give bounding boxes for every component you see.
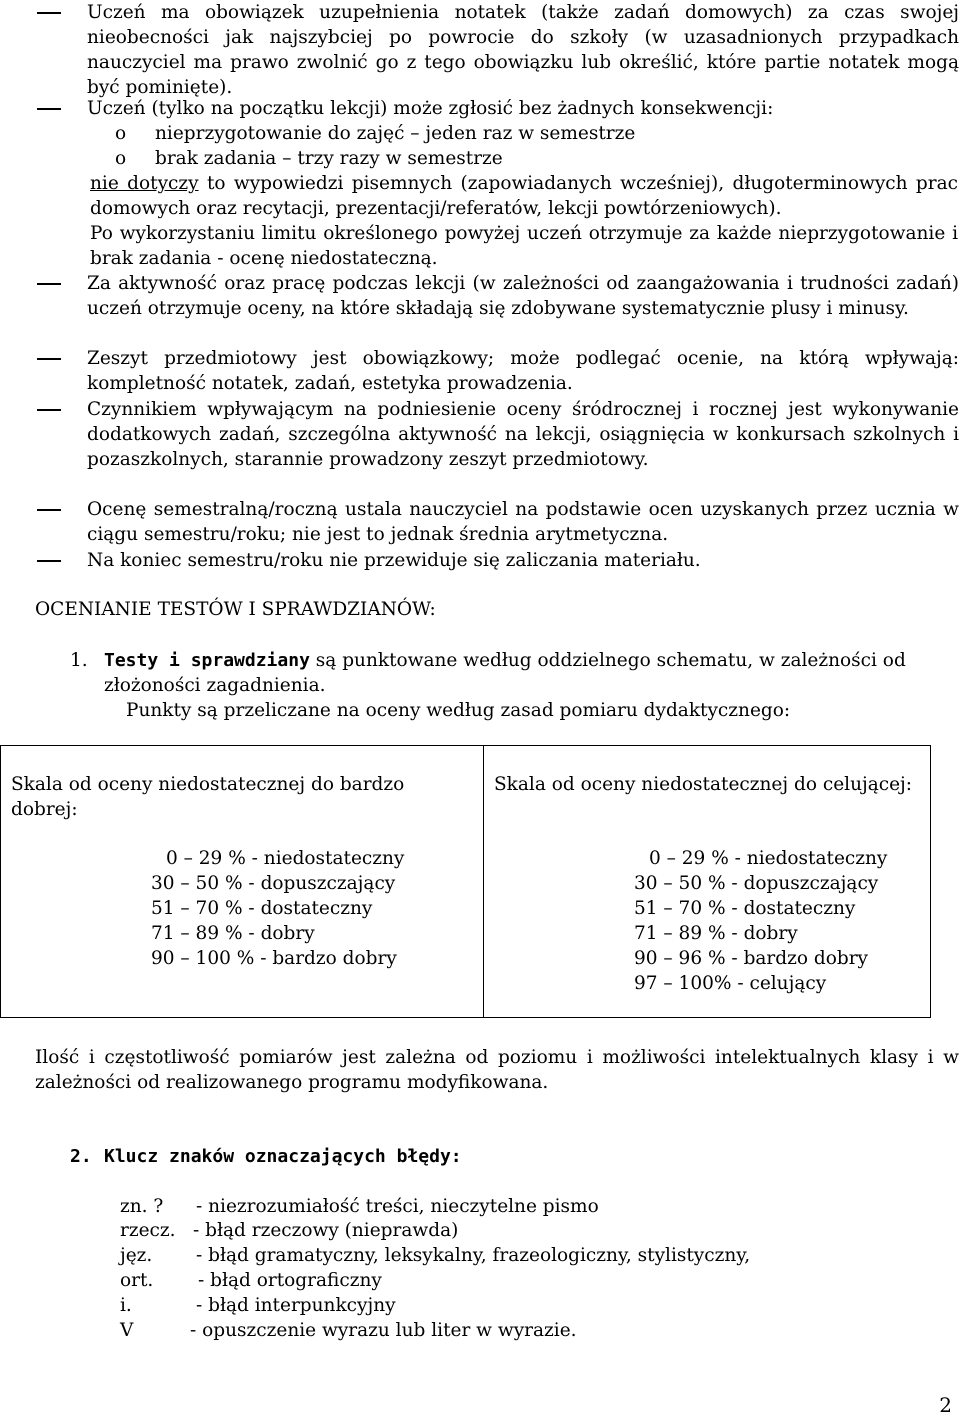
sub-item [90, 146, 950, 171]
scale-rows [151, 846, 404, 971]
scale-rows [634, 846, 887, 996]
points-conversion-line: Punkty są przeliczane na oceny według zasad pomiaru dydaktycznego: [126, 700, 791, 721]
error-symbol: zn. ? [120, 1196, 164, 1217]
dash-marker [35, 548, 87, 573]
item-number: 1. [70, 650, 88, 671]
error-description: - błąd interpunkcyjny [196, 1295, 396, 1316]
error-description: - opuszczenie wyrazu lub liter w wyrazie. [190, 1320, 577, 1341]
sub-item [90, 121, 950, 146]
bullet-semester-grade [35, 497, 959, 547]
error-description: - niezrozumiałość treści, nieczytelne pismo [196, 1196, 599, 1217]
error-key-row [120, 1293, 396, 1318]
item-title: Klucz znaków oznaczających błędy: [104, 1146, 462, 1167]
sub-item-text: brak zadania – trzy razy w semestrze [155, 148, 503, 169]
scale-row: 97 – 100% - celujący [634, 973, 827, 994]
dash-marker [35, 96, 87, 121]
not-applies-underlined: nie dotyczy [90, 173, 199, 194]
exceptions-paragraph [90, 171, 958, 221]
error-symbol: i. [120, 1295, 132, 1316]
item-bold-label: Testy i sprawdziany [104, 650, 310, 671]
frequency-note: Ilość i częstotliwość pomiarów jest zależna od poziomu i możliwości intelektualnych klasy i w zależności od realizowanego programu modyfikowana. [35, 1047, 959, 1093]
scale-row: 30 – 50 % - dopuszczający [634, 873, 879, 894]
bullet-grade-raise [35, 397, 959, 472]
dash-marker [35, 497, 87, 547]
page-number: 2 [939, 1393, 952, 1417]
limit-paragraph: Po wykorzystaniu limitu określonego powyżej uczeń otrzymuje za każde nieprzygotowanie i brak zadania - ocenę niedostateczną. [90, 223, 958, 269]
error-symbol: jęz. [120, 1245, 153, 1266]
scale-row: 51 – 70 % - dostateczny [151, 898, 373, 919]
bullet-text: Zeszyt przedmiotowy jest obowiązkowy; może podlegać ocenie, na którą wpływają: kompletność notatek, zadań, estetyka prowadzenia. [87, 348, 959, 394]
dash-marker [35, 271, 87, 321]
scale-row: 51 – 70 % - dostateczny [634, 898, 856, 919]
scale-column-basic [1, 746, 484, 1017]
error-key-row [120, 1243, 750, 1268]
section-heading: OCENIANIE TESTÓW I SPRAWDZIANÓW: [35, 599, 436, 620]
bullet-notebook [35, 346, 959, 396]
scale-row: 71 – 89 % - dobry [634, 923, 798, 944]
dash-marker [35, 0, 87, 100]
scale-column-full [484, 746, 930, 1017]
bullet-text: Za aktywność oraz pracę podczas lekcji (w zależności od zaangażowania i trudności zadań) uczeń otrzymuje oceny, na które składają się zdobywane systematycznie plusy i minusy. [87, 273, 959, 319]
item-rest: są punktowane według oddzielnego schematu, w zależności od złożoności zagadnienia. [104, 650, 906, 696]
bullet-text: Na koniec semestru/roku nie przewiduje się zaliczania materiału. [87, 550, 701, 571]
bullet-activity [35, 271, 959, 321]
bullet-unprepared [35, 96, 959, 121]
error-key-row [120, 1268, 382, 1293]
sub-item-marker: o [115, 148, 127, 169]
bullet-no-credit [35, 548, 959, 573]
error-key-row [120, 1318, 577, 1343]
bullet-homework [35, 0, 959, 100]
numbered-item-tests [70, 648, 950, 698]
error-symbol: V [120, 1320, 134, 1341]
error-key-row [120, 1194, 599, 1219]
dash-marker [35, 397, 87, 472]
scale-title: Skala od oceny niedostatecznej do celującej: [494, 774, 913, 795]
numbered-item-error-key [70, 1144, 950, 1169]
scale-row: 30 – 50 % - dopuszczający [151, 873, 396, 894]
sub-item-text: nieprzygotowanie do zajęć – jeden raz w semestrze [155, 123, 636, 144]
scale-row: 90 – 100 % - bardzo dobry [151, 948, 397, 969]
dash-marker [35, 346, 87, 396]
bullet-text: Czynnikiem wpływającym na podniesienie oceny śródrocznej i rocznej jest wykonywanie dodatkowych zadań, szczególna aktywność na lekcji, osiągnięcia w konkursach szkolnych i pozaszkolnych, starannie prowadzony zeszyt przedmiotowy. [87, 399, 959, 470]
scale-row: 0 – 29 % - niedostateczny [166, 848, 405, 869]
bullet-text: Ocenę semestralną/roczną ustala nauczyciel na podstawie ocen uzyskanych przez ucznia w ciągu semestru/roku; nie jest to jednak średnia arytmetyczna. [87, 499, 959, 545]
not-applies-rest: to wypowiedzi pisemnych (zapowiadanych wcześniej), długoterminowych prac domowych oraz recytacji, prezentacji/referatów, lekcji powtórzeniowych). [90, 173, 958, 219]
scale-row: 90 – 96 % - bardzo dobry [634, 948, 869, 969]
bullet-text: Uczeń ma obowiązek uzupełnienia notatek (także zadań domowych) za czas swojej nieobecności jak najszybciej po powrocie do szkoły (w uzasadnionych przypadkach nauczyciel ma prawo zwolnić go z tego obowiązku lub określić, które partie notatek mogą być pominięte). [87, 2, 959, 98]
item-number: 2. [70, 1146, 92, 1167]
error-symbol: rzecz. [120, 1220, 176, 1241]
grading-scale-table [0, 745, 931, 1018]
sub-item-marker: o [115, 123, 127, 144]
scale-row: 0 – 29 % - niedostateczny [649, 848, 888, 869]
bullet-text: Uczeń (tylko na początku lekcji) może zgłosić bez żadnych konsekwencji: [87, 98, 774, 119]
error-key-row [120, 1218, 458, 1243]
scale-row: 71 – 89 % - dobry [151, 923, 315, 944]
error-description: - błąd ortograficzny [198, 1270, 382, 1291]
error-description: - błąd rzeczowy (nieprawda) [193, 1220, 459, 1241]
scale-title: Skala od oceny niedostatecznej do bardzo dobrej: [11, 774, 405, 820]
item-text [104, 648, 950, 698]
error-description: - błąd gramatyczny, leksykalny, frazeologiczny, stylistyczny, [196, 1245, 751, 1266]
error-symbol: ort. [120, 1270, 154, 1291]
